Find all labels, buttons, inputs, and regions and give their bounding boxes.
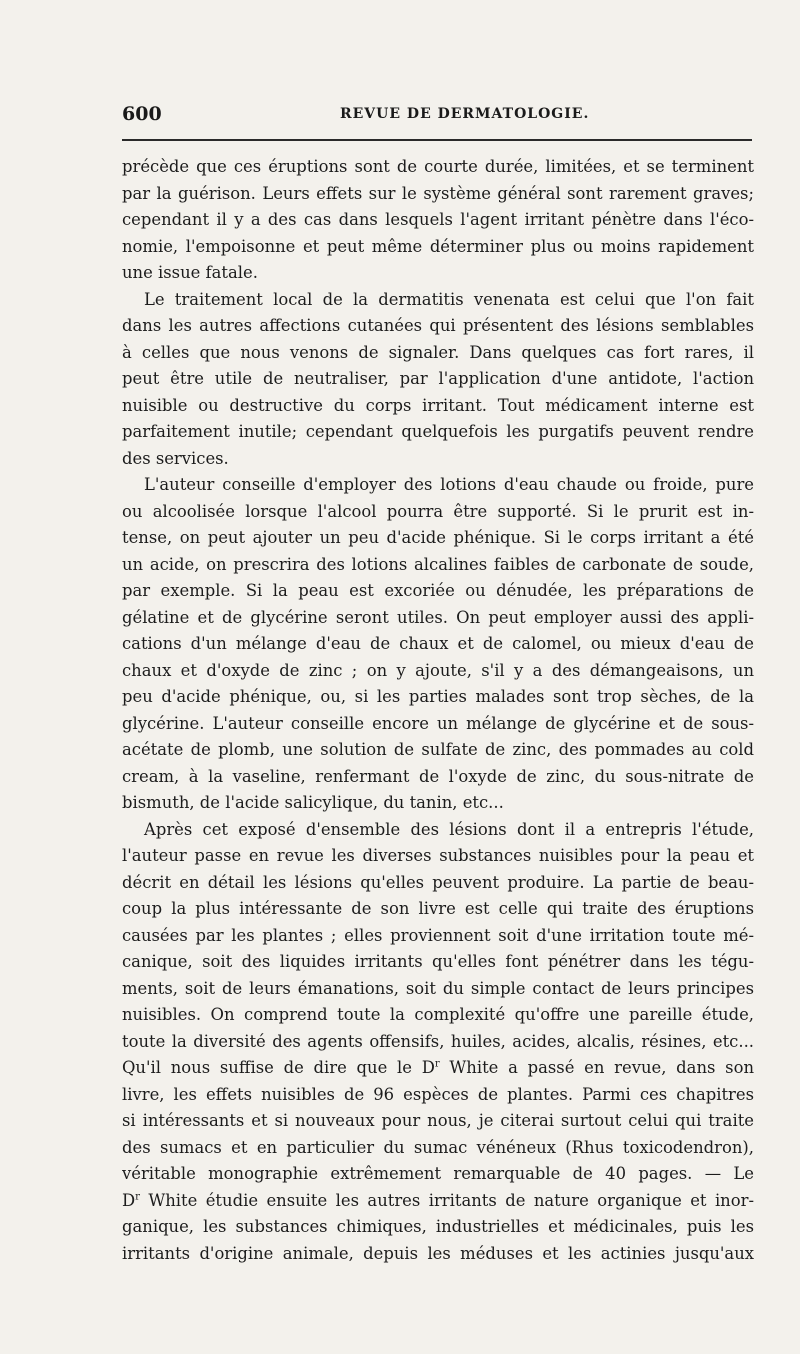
text-line: L'auteur conseille d'employer des lotions d'eau chaude ou froide, pure	[144, 475, 754, 494]
text-line: glycérine. L'auteur conseille encore un mélange de glycérine et de sous-	[122, 713, 754, 733]
text-fragment: Qu'il nous suffise de dire que le D	[122, 1058, 435, 1077]
superscript: r	[135, 1191, 140, 1203]
text-line: si intéressants et si nouveaux pour nous, je citerai surtout celui qui traite	[122, 1111, 754, 1130]
header-rule	[122, 139, 752, 141]
page-header	[122, 103, 752, 133]
superscript: r	[434, 1058, 440, 1070]
text-fragment: White a passé en revue, dans son	[439, 1058, 754, 1077]
text-line: acétate de plomb, une solution de sulfate de zinc, des pommades au cold	[122, 740, 754, 759]
text-line: parfaitement inutile; cependant quelquefois les purgatifs peuvent rendre	[122, 422, 754, 441]
body-text	[122, 154, 754, 1267]
text-line: l'auteur passe en revue les diverses substances nuisibles pour la peau et	[122, 846, 754, 865]
text-line: véritable monographie extrêmement remarquable de 40 pages. — Le	[122, 1164, 754, 1183]
text-line: précède que ces éruptions sont de courte durée, limitées, et se terminent	[122, 157, 754, 176]
text-line: toute la diversité des agents offensifs, huiles, acides, alcalis, résines, etc...	[122, 1031, 754, 1051]
text-line: coup la plus intéressante de son livre est celle qui traite des éruptions	[122, 899, 754, 918]
running-title: REVUE DE DERMATOLOGIE.	[340, 106, 590, 122]
page-number: 600	[122, 103, 162, 125]
text-line: décrit en détail les lésions qu'elles peuvent produire. La partie de beau-	[122, 872, 754, 892]
text-line: irritants d'origine animale, depuis les méduses et les actinies jusqu'aux	[122, 1243, 754, 1263]
text-line: des sumacs et en particulier du sumac vénéneux (Rhus toxicodendron),	[122, 1137, 754, 1157]
text-line: cependant il y a des cas dans lesquels l'agent irritant pénètre dans l'éco-	[122, 210, 754, 229]
text-line: ments, soit de leurs émanations, soit du simple contact de leurs principes	[122, 978, 754, 998]
text-line: Le traitement local de la dermatitis venenata est celui que l'on fait	[144, 289, 754, 309]
text-line: nomie, l'empoisonne et peut même déterminer plus ou moins rapidement	[122, 236, 754, 256]
text-line	[122, 1188, 754, 1215]
text-line: peu d'acide phénique, ou, si les parties malades sont trop sèches, de la	[122, 687, 754, 706]
text-line: livre, les effets nuisibles de 96 espèces de plantes. Parmi ces chapitres	[122, 1084, 754, 1104]
text-line: par exemple. Si la peau est excoriée ou dénudée, les préparations de	[122, 581, 754, 600]
text-line: dans les autres affections cutanées qui présentent des lésions semblables	[122, 316, 754, 335]
text-line: nuisible ou destructive du corps irritant. Tout médicament interne est	[122, 395, 754, 415]
text-line: ou alcoolisée lorsque l'alcool pourra être supporté. Si le prurit est in-	[122, 501, 754, 521]
text-line: cations d'un mélange d'eau de chaux et de calomel, ou mieux d'eau de	[122, 634, 754, 653]
text-line: Après cet exposé d'ensemble des lésions dont il a entrepris l'étude,	[144, 819, 754, 839]
text-line: une issue fatale.	[122, 263, 258, 282]
text-line: chaux et d'oxyde de zinc ; on y ajoute, s'il y a des démangeaisons, un	[122, 660, 754, 680]
text-line: peut être utile de neutraliser, par l'application d'une antidote, l'action	[122, 369, 754, 388]
text-line: un acide, on prescrira des lotions alcalines faibles de carbonate de soude,	[122, 554, 754, 574]
text-line	[122, 1055, 754, 1082]
text-line: causées par les plantes ; elles proviennent soit d'une irritation toute mé-	[122, 925, 754, 945]
text-fragment: D	[122, 1190, 136, 1210]
text-line: cream, à la vaseline, renfermant de l'oxyde de zinc, du sous-nitrate de	[122, 766, 754, 786]
text-line: par la guérison. Leurs effets sur le système général sont rarement graves;	[122, 183, 754, 203]
text-line: bismuth, de l'acide salicylique, du tanin, etc...	[122, 793, 504, 812]
text-line: des services.	[122, 448, 229, 468]
text-line: gélatine et de glycérine seront utiles. On peut employer aussi des appli-	[122, 607, 754, 627]
text-line: ganique, les substances chimiques, industrielles et médicinales, puis les	[122, 1217, 754, 1236]
text-line: canique, soit des liquides irritants qu'elles font pénétrer dans les tégu-	[122, 952, 754, 971]
text-line: à celles que nous venons de signaler. Dans quelques cas fort rares, il	[122, 342, 754, 362]
text-line: tense, on peut ajouter un peu d'acide phénique. Si le corps irritant a été	[122, 528, 754, 547]
text-line: nuisibles. On comprend toute la complexité qu'offre une pareille étude,	[122, 1005, 754, 1024]
text-fragment: White étudie ensuite les autres irritants de nature organique et inor-	[139, 1190, 754, 1210]
